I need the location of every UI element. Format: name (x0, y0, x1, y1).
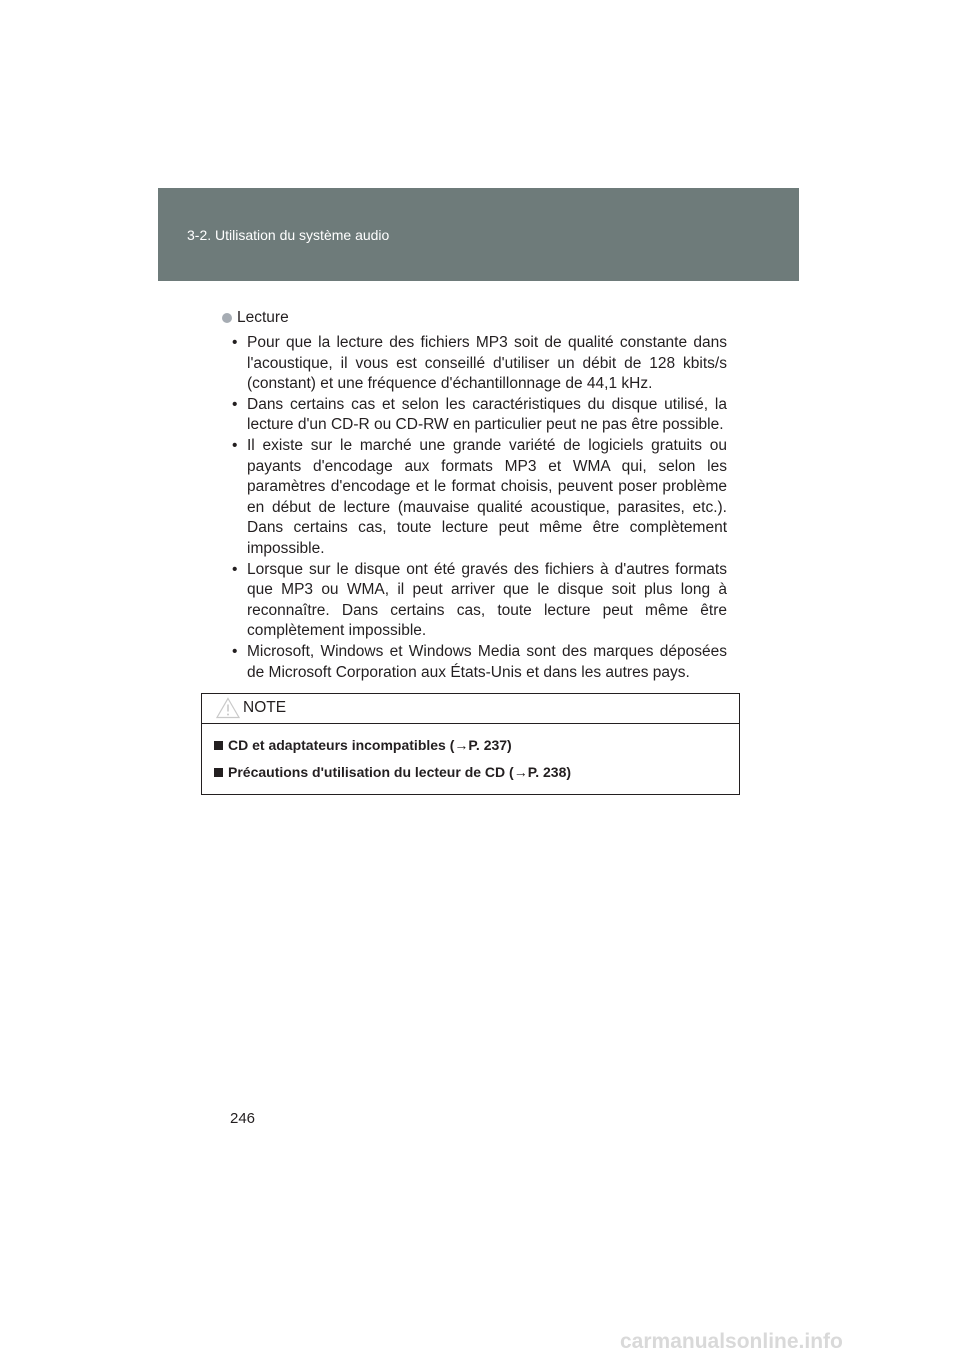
list-item (230, 642, 727, 683)
dot-bullet: • (232, 436, 238, 454)
note-item-text: Précautions d'utilisation du lecteur de CD (→P. 238) (228, 764, 572, 780)
warning-triangle-icon (216, 697, 240, 719)
section-body (230, 333, 727, 683)
list-item-text: Dans certains cas et selon les caractéristiques du disque utilisé, la lecture d'un CD-R ou CD-RW en particulier peut ne pas être possible. (247, 395, 727, 434)
list-item-text: Pour que la lecture des fichiers MP3 soit de qualité constante dans l'acoustique, il vous est conseillé d'utiliser un débit de 128 kbits/s (constant) et une fréquence d'échantillonnage de 44,1 kHz. (247, 334, 727, 393)
note-item (214, 737, 512, 753)
section-heading (222, 308, 289, 328)
section-header-band (158, 188, 799, 281)
dot-bullet: • (232, 642, 238, 660)
list-item (230, 436, 727, 560)
note-item-text: CD et adaptateurs incompatibles (→P. 237) (228, 737, 512, 753)
dot-bullet: • (232, 395, 238, 413)
list-item (230, 560, 727, 642)
note-item (214, 764, 571, 780)
list-item-text: Microsoft, Windows et Windows Media sont des marques déposées de Microsoft Corporation aux États-Unis et dans les autres pays. (247, 642, 727, 681)
list-item-text: Il existe sur le marché une grande variété de logiciels gratuits ou payants d'encodage aux formats MP3 et WMA qui, selon les paramètres d'encodage et le format choisis, peuvent poser problème en début de lecture (mauvaise qualité acoustique, parasites, etc.). Dans certains cas, toute lecture peut même être complètement impossible. (247, 436, 727, 557)
list-item-text: Lorsque sur le disque ont été gravés des fichiers à d'autres formats que MP3 ou WMA, il peut arriver que le disque soit plus long à reconnaître. Dans certains cas, toute lecture peut même être complètement impossible. (247, 560, 727, 640)
dot-bullet: • (232, 560, 238, 578)
note-title-row (202, 694, 739, 724)
note-box (201, 693, 740, 795)
dot-bullet: • (232, 334, 238, 351)
page-number: 246 (230, 1110, 256, 1127)
square-bullet-icon (214, 741, 223, 750)
section-header-title: 3-2. Utilisation du système audio (187, 227, 390, 243)
list-item (230, 395, 727, 436)
list-item (230, 333, 727, 395)
circle-bullet-icon (222, 313, 232, 323)
square-bullet-icon (214, 768, 223, 777)
note-title: NOTE (243, 699, 287, 716)
watermark: carmanualsonline.info (620, 1330, 843, 1353)
section-heading-text: Lecture (237, 309, 289, 326)
